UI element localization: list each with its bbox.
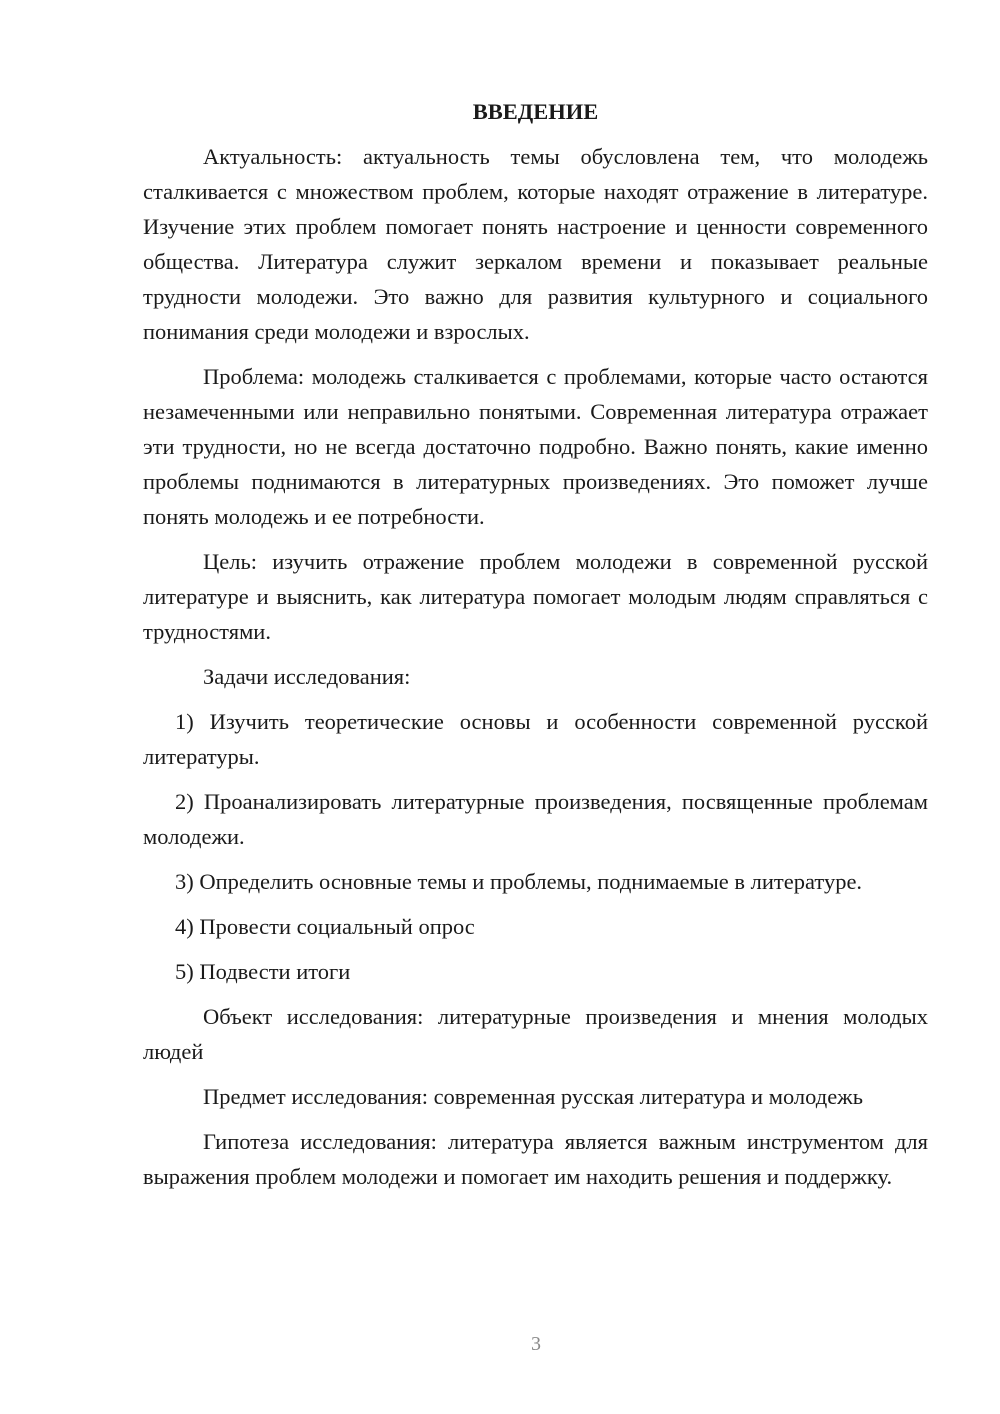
page-number: 3 (531, 1333, 541, 1355)
object-paragraph: Объект исследования: литературные произведения и мнения молодых людей (143, 1004, 928, 1064)
goal-paragraph: Цель: изучить отражение проблем молодежи в современной русской литературе и выяснить, как литература помогает молодым людям справляться с трудностями. (143, 549, 928, 644)
subject-paragraph: Предмет исследования: современная русская литература и молодежь (203, 1084, 863, 1109)
hypothesis-paragraph: Гипотеза исследования: литература является важным инструментом для выражения проблем молодежи и помогает им находить решения и поддержку. (143, 1129, 928, 1189)
task-item-5: 5) Подвести итоги (175, 959, 351, 984)
page-content (143, 94, 928, 1204)
task-item-4: 4) Провести социальный опрос (175, 914, 475, 939)
problem-paragraph: Проблема: молодежь сталкивается с проблемами, которые часто остаются незамеченными или неправильно понятыми. Современная литература отражает эти трудности, но не всегда достаточно подробно. Важно понять, какие именно проблемы поднимаются в литературных произведениях. Это поможет лучше понять молодежь и ее потребности. (143, 364, 928, 529)
relevance-paragraph: Актуальность: актуальность темы обусловлена тем, что молодежь сталкивается с множеством проблем, которые находят отражение в литературе. Изучение этих проблем помогает понять настроение и ценности современного общества. Литература служит зеркалом времени и показывает реальные трудности молодежи. Это важно для развития культурного и социального понимания среди молодежи и взрослых. (143, 144, 928, 344)
task-item-2: 2) Проанализировать литературные произведения, посвященные проблемам молодежи. (143, 789, 928, 849)
task-item-1: 1) Изучить теоретические основы и особенности современной русской литературы. (143, 709, 928, 769)
page-title: ВВЕДЕНИЕ (472, 99, 599, 124)
task-item-3: 3) Определить основные темы и проблемы, поднимаемые в литературе. (175, 869, 863, 894)
tasks-heading: Задачи исследования: (203, 664, 411, 689)
